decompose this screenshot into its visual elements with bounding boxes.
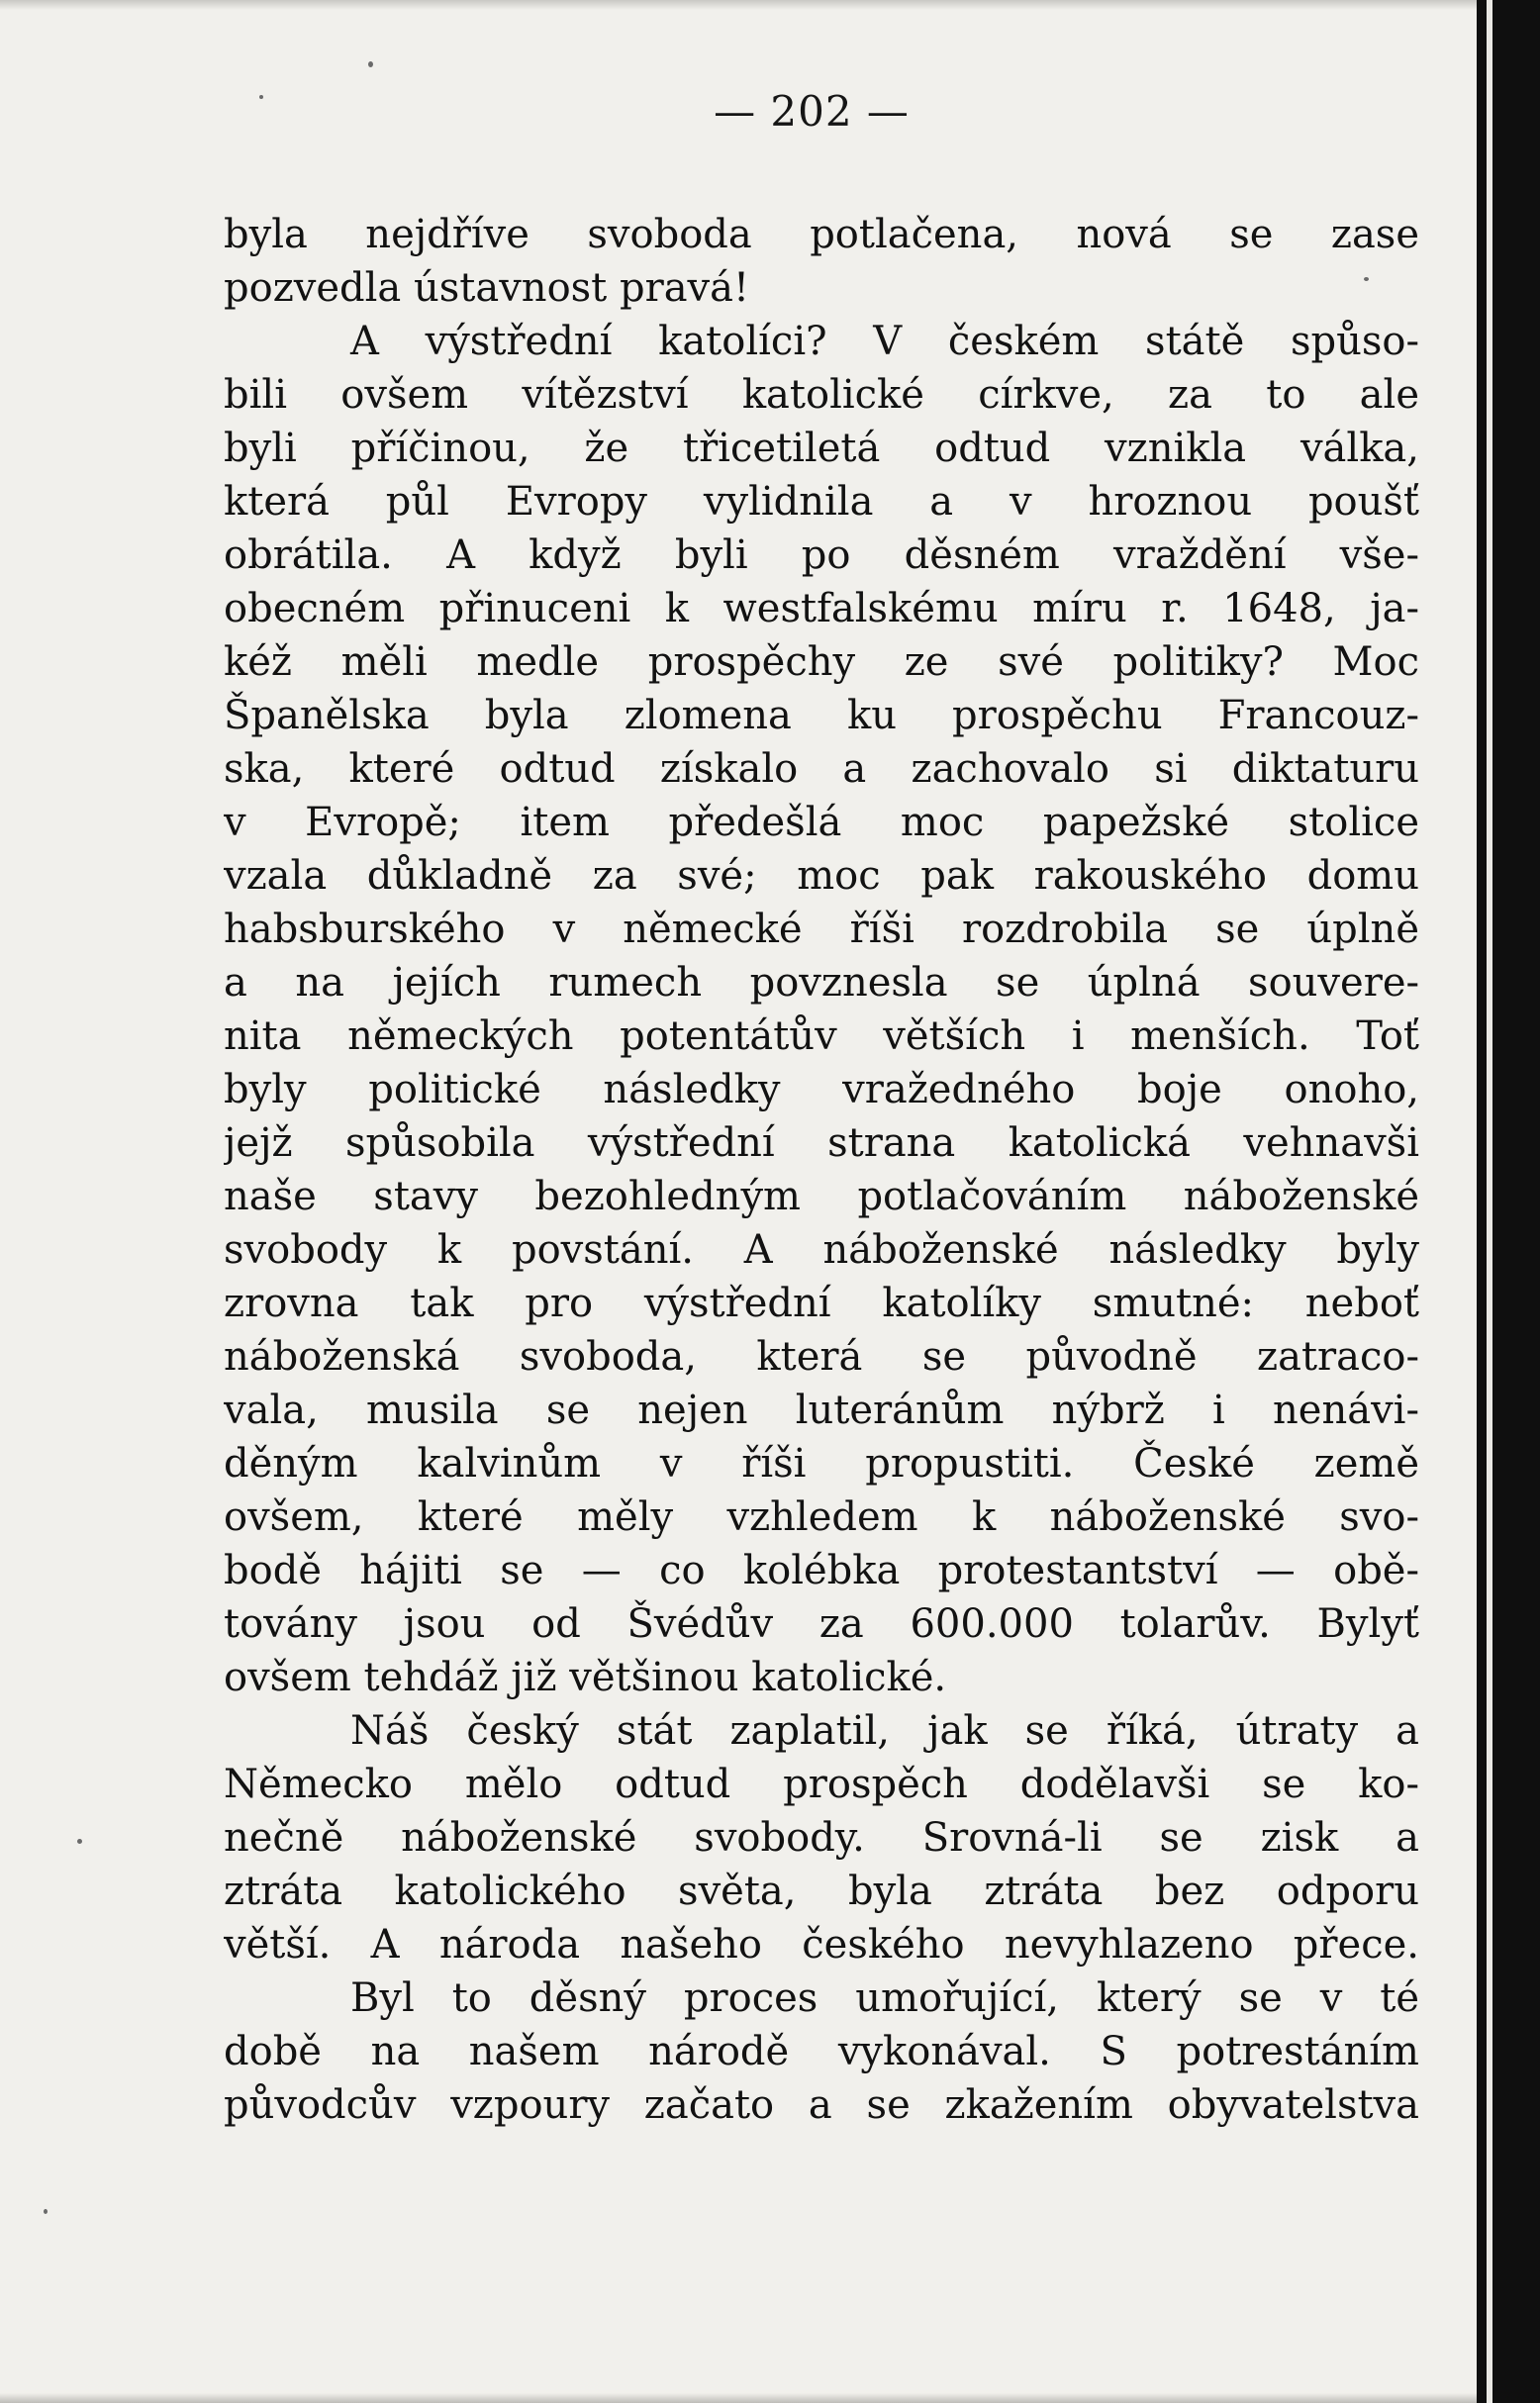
- text-line: v Evropě; item předešlá moc papežské stolice: [224, 800, 1419, 845]
- text-line: bili ovšem vítězství katolické církve, za to ale: [224, 372, 1419, 418]
- scan-edge-right-strip: [1487, 0, 1492, 2403]
- text-line: ovšem, které měly vzhledem k náboženské svo-: [224, 1494, 1419, 1540]
- text-line: Německo mělo odtud prospěch dodělavši se ko-: [224, 1762, 1419, 1807]
- text-line: Španělska byla zlomena ku prospěchu Francouz-: [224, 693, 1419, 738]
- text-line: továny jsou od Švédův za 600.000 tolarův. Bylyť: [224, 1601, 1419, 1647]
- text-line: ska, které odtud získalo a zachovalo si diktaturu: [224, 746, 1419, 792]
- text-line: Byl to děsný proces umořující, který se v té: [350, 1975, 1419, 2021]
- text-line: době na našem národě vykonával. S potrestáním: [224, 2029, 1419, 2074]
- text-line: svobody k povstání. A náboženské následky byly: [224, 1227, 1419, 1273]
- text-line: obecném přinuceni k westfalskému míru r. 1648, ja-: [224, 586, 1419, 631]
- text-line: a na jejích rumech povznesla se úplná souvere-: [224, 960, 1419, 1006]
- text-line: byly politické následky vražedného boje onoho,: [224, 1067, 1419, 1112]
- text-line: jejž spůsobila výstřední strana katolická vehnavši: [224, 1120, 1419, 1166]
- scan-speck: [368, 61, 373, 67]
- text-line: pozvedla ústavnost pravá!: [224, 265, 750, 311]
- body-text: [224, 208, 1419, 2132]
- text-line: A výstřední katolíci? V českém státě spůso-: [350, 319, 1419, 364]
- scan-edge-top: [0, 0, 1477, 10]
- scan-edge-bottom: [0, 2393, 1477, 2403]
- text-line: Náš český stát zaplatil, jak se říká, útraty a: [350, 1708, 1419, 1754]
- text-line: habsburského v německé říši rozdrobila se úplně: [224, 907, 1419, 952]
- scan-speck: [44, 2209, 48, 2214]
- text-line: ovšem tehdáž již většinou katolické.: [224, 1655, 947, 1700]
- text-line: nečně náboženské svobody. Srovná-li se zisk a: [224, 1815, 1419, 1861]
- text-line: byla nejdříve svoboda potlačena, nová se zase: [224, 212, 1419, 257]
- text-line: původcův vzpoury začato a se zkažením obyvatelstva: [224, 2082, 1419, 2128]
- text-line: vala, musila se nejen luteránům nýbrž i nenávi-: [224, 1388, 1419, 1433]
- scan-speck: [77, 1839, 82, 1844]
- text-line: vzala důkladně za své; moc pak rakouského domu: [224, 853, 1419, 899]
- page-number: — 202 —: [714, 87, 910, 136]
- text-line: obrátila. A když byli po děsném vraždění vše-: [224, 532, 1419, 578]
- text-line: zrovna tak pro výstřední katolíky smutné: neboť: [224, 1281, 1419, 1326]
- text-line: bodě hájiti se — co kolébka protestantství — obě-: [224, 1548, 1419, 1593]
- text-line: náboženská svoboda, která se původně zatraco-: [224, 1334, 1419, 1380]
- text-line: byli příčinou, že třicetiletá odtud vznikla válka,: [224, 426, 1419, 471]
- text-line: ztráta katolického světa, byla ztráta bez odporu: [224, 1869, 1419, 1914]
- text-line: kéž měli medle prospěchy ze své politiky? Moc: [224, 639, 1419, 685]
- text-line: děným kalvinům v říši propustiti. České země: [224, 1441, 1419, 1487]
- text-line: nita německých potentátův větších i menších. Toť: [224, 1013, 1419, 1059]
- text-line: větší. A národa našeho českého nevyhlazeno přece.: [224, 1922, 1419, 1968]
- text-line: která půl Evropy vylidnila a v hroznou poušť: [224, 479, 1419, 525]
- text-line: naše stavy bezohledným potlačováním náboženské: [224, 1174, 1419, 1219]
